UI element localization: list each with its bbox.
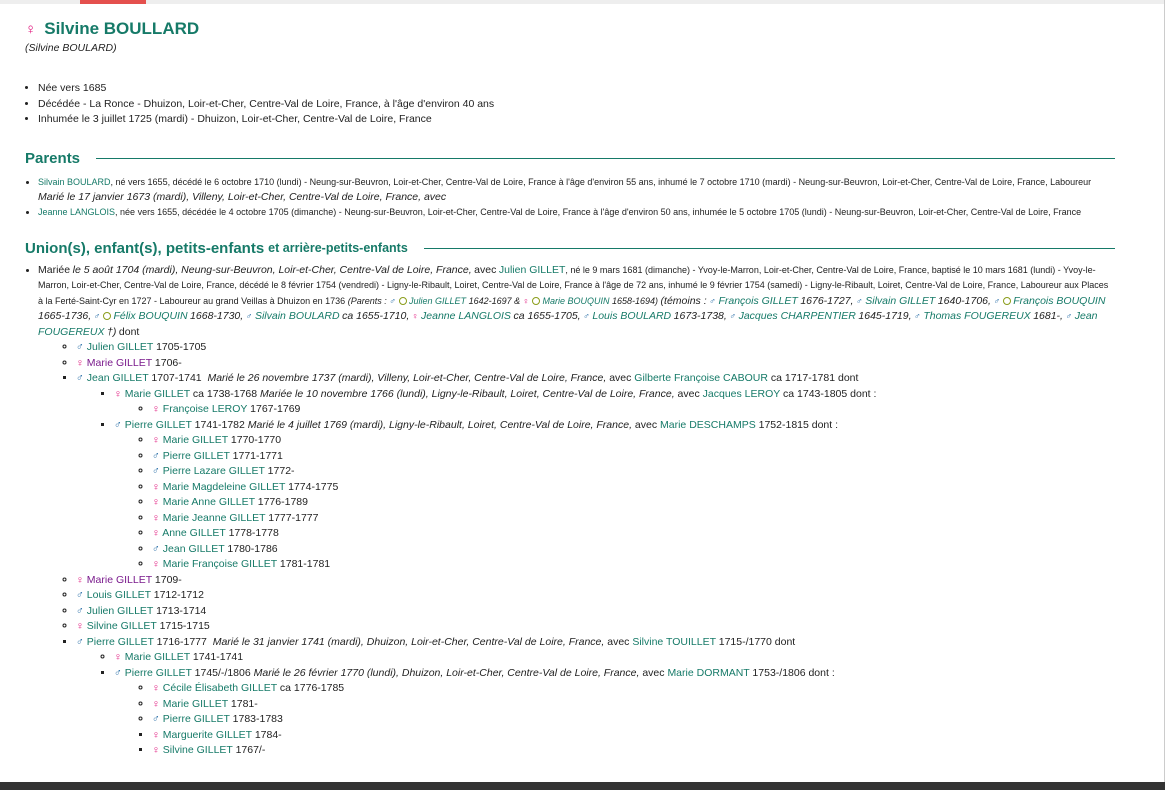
female-icon: ♀ — [76, 573, 84, 586]
male-icon: ♂ — [114, 418, 122, 431]
child-dates: 1709- — [154, 573, 182, 586]
child-link[interactable]: Marie GILLET — [86, 573, 152, 586]
child-link[interactable]: Françoise LEROY — [162, 403, 248, 415]
female-icon: ♀ — [152, 496, 160, 508]
father-info: , né vers 1655, décédé le 6 octobre 1710 (lundi) - Neung-sur-Beuvron, Loir-et-Cher, Centre-Val de Loire, France à l'âge d'environ 55 ans, inhumé le 7 octobre 1710 (mardi) - Neung-sur-Beuvron, Loir-et-Cher, Centre-Val de Loire, France, Laboureur — [110, 176, 1092, 187]
female-icon: ♀ — [152, 434, 160, 446]
heading-rule — [424, 248, 1115, 249]
witness-link[interactable]: Silvain GILLET — [865, 294, 936, 307]
spouse-father-dates: 1642-1697 — [468, 295, 512, 306]
child-link[interactable]: Silvine GILLET — [86, 620, 157, 632]
child-dates: 1777-1777 — [268, 511, 319, 524]
witness-dates: 1665-1736, — [38, 310, 92, 322]
mother-item — [38, 205, 1115, 220]
list-item — [76, 340, 1115, 356]
witness-link[interactable]: Jeanne LANGLOIS — [421, 310, 511, 322]
female-icon: ♀ — [152, 511, 160, 524]
witness-dates: ca 1655-1710, — [342, 310, 410, 322]
male-icon: ♂ — [729, 311, 737, 321]
page-content — [25, 14, 1115, 759]
union-heading — [25, 240, 1115, 257]
female-icon: ♀ — [25, 20, 37, 38]
list-item — [76, 356, 1115, 372]
female-icon: ♀ — [152, 480, 160, 493]
child-dates: 1745/-/1806 — [194, 666, 251, 679]
parents-heading-text: Parents — [25, 149, 81, 167]
child-link[interactable]: Pierre GILLET — [162, 713, 230, 725]
child-dates: 1783-1783 — [232, 713, 283, 725]
child-link[interactable]: Silvine GILLET — [162, 744, 233, 756]
parents-list — [25, 175, 1115, 220]
child-dates: 1771-1771 — [232, 449, 283, 462]
child-marriage: Mariée le 10 novembre 1766 (lundi), Ligny-le-Ribault, Loiret, Centre-Val de Loire, France, — [260, 387, 675, 400]
amp: & — [514, 295, 521, 306]
child-dates: 1772- — [267, 465, 295, 477]
child-spouse-dates: 1752-1815 dont : — [758, 418, 839, 431]
child-link[interactable]: Julien GILLET — [86, 604, 154, 617]
bottom-bar — [0, 782, 1165, 790]
spouse-info: , né le 9 mars 1681 (dimanche) - Yvoy-le-Marron, Loir-et-Cher, Centre-Val de Loire, France, baptisé le 10 mars 1681 (lundi) - Yvoy-le-Marron, Loir-et-Cher, Centre-Val de Loire, France, décédé le 8 février 1754 (vendredi) - Ligny-le-Ribault, Loiret, Centre-Val de Loire, France à l'âge de 72 ans, inhumé le 9 février 1754 (samedi) - Ligny-le-Ribault, Loiret, Centre-Val de Loire, France, Laboureur aux Places à la Ferté-Saint-Cyr en 1727 - Laboureur au grand Veillas à Dhuizon en 1736 — [38, 264, 1109, 306]
child-dates: 1741-1782 — [194, 418, 245, 431]
witness-link[interactable]: Jacques CHARPENTIER — [738, 310, 856, 322]
male-icon: ♂ — [76, 604, 84, 617]
child-spouse-dates: ca 1743-1805 dont : — [783, 387, 877, 400]
child-avec: avec — [607, 635, 630, 648]
list-item — [152, 712, 1115, 728]
male-icon: ♂ — [76, 372, 84, 384]
child-link[interactable]: Marie GILLET — [86, 356, 152, 369]
child-dates: 1780-1786 — [227, 542, 278, 555]
child-link[interactable]: Louis GILLET — [86, 589, 151, 601]
male-icon: ♂ — [389, 295, 396, 306]
child-link[interactable]: Pierre GILLET — [162, 449, 230, 462]
female-icon: ♀ — [152, 527, 160, 539]
male-icon: ♂ — [114, 666, 122, 679]
witness-dates: 1640-1706, — [937, 294, 991, 307]
witness-link[interactable]: Jean FOUGEREUX — [38, 310, 1098, 338]
witness-label: (témoins : — [660, 294, 707, 307]
union-date: le 5 août 1704 (mardi), Neung-sur-Beuvron, Loir-et-Cher, Centre-Val de Loire, France, — [72, 263, 472, 276]
grandchildren-list — [76, 387, 1115, 573]
witness-link[interactable]: Thomas FOUGEREUX — [923, 310, 1031, 322]
female-icon: ♀ — [152, 682, 160, 694]
child-dates: 1705-1705 — [156, 341, 207, 353]
child-link[interactable]: Marie Jeanne GILLET — [162, 511, 266, 524]
child-marriage: Marié le 26 novembre 1737 (mardi), Villeny, Loir-et-Cher, Centre-Val de Loire, France, — [207, 372, 607, 384]
list-item — [114, 418, 1115, 573]
top-accent-bar — [80, 0, 146, 4]
male-icon: ♂ — [76, 341, 84, 353]
child-dates: 1778-1778 — [228, 527, 279, 539]
female-icon: ♀ — [76, 620, 84, 632]
list-item — [76, 635, 1115, 759]
male-icon: ♂ — [93, 311, 101, 321]
witness-dates: 1645-1719, — [858, 310, 912, 322]
child-dates: 1770-1770 — [230, 434, 282, 446]
list-item — [152, 433, 1115, 449]
list-item — [152, 697, 1115, 713]
witness-dates: †) — [107, 325, 117, 338]
list-item — [152, 464, 1115, 480]
child-dates: ca 1776-1785 — [279, 682, 345, 694]
female-icon: ♀ — [76, 356, 84, 369]
female-icon: ♀ — [114, 651, 122, 663]
union-married: Mariée — [38, 263, 71, 276]
child-link[interactable]: Jean GILLET — [86, 372, 149, 384]
male-icon: ♂ — [914, 311, 921, 321]
male-icon: ♂ — [1065, 311, 1073, 321]
list-item — [152, 449, 1115, 465]
witness-link[interactable]: Louis BOULARD — [592, 310, 672, 322]
female-icon: ♀ — [114, 387, 122, 400]
female-icon: ♀ — [152, 697, 160, 710]
female-icon: ♀ — [411, 311, 419, 321]
male-icon: ♂ — [152, 542, 160, 555]
spouse-mother-link[interactable]: Marie BOUQUIN — [542, 295, 610, 306]
mother-info: , née vers 1655, décédée le 4 octobre 1705 (dimanche) - Neung-sur-Beuvron, Loir-et-Cher, Centre-Val de Loire, France à l'âge d'environ 50 ans, inhumée le 5 octobre 1705 (lundi) - Neung-sur-Beuvron, Loir-et-Cher, Centre-Val de Loire, France — [115, 206, 1082, 217]
list-item — [152, 495, 1115, 511]
union-list — [25, 263, 1115, 759]
birth-item: • Née vers 1685 — [38, 81, 1115, 97]
male-icon: ♂ — [76, 635, 84, 648]
child-dates: 1781- — [230, 697, 258, 710]
child-avec: avec — [642, 666, 665, 679]
child-dates: 1713-1714 — [156, 604, 207, 617]
child-marriage: Marié le 4 juillet 1769 (mardi), Ligny-le-Ribault, Loiret, Centre-Val de Loire, France, — [247, 418, 632, 431]
top-bar — [0, 0, 1165, 4]
list-item — [76, 588, 1115, 604]
mother-link[interactable]: Jeanne LANGLOIS — [38, 206, 116, 217]
great-grandchildren-list — [114, 433, 1115, 573]
male-icon: ♂ — [855, 295, 863, 306]
list-item — [76, 604, 1115, 620]
list-item — [152, 681, 1115, 697]
baptism-icon — [103, 312, 111, 320]
children-list — [38, 340, 1115, 759]
witness-link[interactable]: Félix BOUQUIN — [113, 310, 188, 322]
list-item — [152, 728, 1115, 744]
union-heading-text: Union(s), enfant(s), petits-enfants — [25, 239, 265, 257]
union-heading-small: et arrière-petits-enfants — [268, 241, 408, 255]
child-spouse-dates: 1753-/1806 dont : — [752, 666, 835, 679]
list-item — [152, 480, 1115, 496]
child-marriage: Marié le 26 février 1770 (lundi), Dhuizon, Loir-et-Cher, Centre-Val de Loire, France, — [253, 666, 640, 679]
union-dont: dont — [118, 325, 140, 338]
union-avec: avec — [474, 263, 497, 276]
male-icon: ♂ — [76, 589, 84, 601]
list-item — [152, 557, 1115, 573]
page-title — [25, 19, 1115, 39]
list-item — [114, 650, 1115, 666]
child-link[interactable]: Pierre Lazare GILLET — [162, 465, 265, 477]
baptism-icon — [399, 297, 407, 305]
child-dates: 1712-1712 — [153, 589, 204, 601]
list-item — [152, 526, 1115, 542]
list-item — [152, 511, 1115, 527]
child-dates: 1776-1789 — [257, 496, 308, 508]
child-link[interactable]: Cécile Élisabeth GILLET — [162, 682, 277, 694]
male-icon: ♂ — [993, 295, 1001, 306]
list-item — [114, 666, 1115, 759]
child-link[interactable]: Pierre GILLET — [86, 635, 154, 648]
child-link[interactable]: Marie GILLET — [124, 387, 190, 400]
child-spouse-dates: ca 1717-1781 dont — [770, 372, 859, 384]
child-spouse-link[interactable]: Marie DORMANT — [667, 666, 750, 679]
male-icon: ♂ — [152, 713, 160, 725]
witness-dates: 1681-, — [1033, 310, 1063, 322]
child-dates: 1781-1781 — [279, 558, 331, 570]
list-item — [152, 402, 1115, 418]
child-link[interactable]: Pierre GILLET — [124, 666, 192, 679]
child-link[interactable]: Marie GILLET — [162, 697, 228, 710]
male-icon: ♂ — [583, 311, 590, 321]
child-link[interactable]: Anne GILLET — [162, 527, 226, 539]
list-item — [152, 743, 1115, 759]
witness-link[interactable]: François BOUQUIN — [1013, 294, 1106, 307]
witness-dates: 1676-1727, — [800, 294, 854, 307]
child-spouse-link[interactable]: Jacques LEROY — [702, 387, 781, 400]
female-icon: ♀ — [152, 744, 160, 756]
spouse-link[interactable]: Julien GILLET — [498, 263, 566, 276]
baptism-icon — [532, 297, 540, 305]
child-link[interactable]: Marguerite GILLET — [162, 728, 252, 741]
baptism-icon — [1003, 297, 1011, 305]
child-link[interactable]: Marie GILLET — [162, 434, 228, 446]
parents-heading — [25, 150, 1115, 167]
child-link[interactable]: Pierre GILLET — [124, 418, 192, 431]
list-item — [152, 542, 1115, 558]
child-dates: 1774-1775 — [288, 480, 339, 493]
child-link[interactable]: Marie Anne GILLET — [162, 496, 255, 508]
child-marriage: Marié le 31 janvier 1741 (mardi), Dhuizon, Loir-et-Cher, Centre-Val de Loire, France, — [212, 635, 605, 648]
person-name: Silvine BOULLARD — [44, 19, 200, 38]
witness-link[interactable]: Silvain BOULARD — [254, 310, 340, 322]
grandchildren-list — [76, 650, 1115, 759]
list-item — [114, 387, 1115, 418]
witness-dates: 1668-1730, — [190, 310, 244, 322]
child-avec: avec — [634, 418, 658, 431]
child-dates: 1707-1741 — [151, 372, 202, 384]
parents-marriage: Marié le 17 janvier 1673 (mardi), Villeny, Loir-et-Cher, Centre-Val de Loire, France, avec — [38, 190, 447, 203]
child-link[interactable]: Marie Magdeleine GILLET — [162, 480, 286, 493]
child-dates: 1741-1741 — [192, 651, 244, 663]
child-dates: ca 1738-1768 — [192, 387, 258, 400]
child-dates: 1784- — [254, 728, 282, 741]
child-link[interactable]: Jean GILLET — [162, 542, 225, 555]
child-dates: 1715-1715 — [159, 620, 210, 632]
female-icon: ♀ — [522, 295, 530, 306]
child-spouse-link[interactable]: Gilberte Françoise CABOUR — [634, 372, 768, 384]
burial-item: • Inhumée le 3 juillet 1725 (mardi) - Dhuizon, Loir-et-Cher, Centre-Val de Loire, France — [38, 112, 1115, 128]
spouse-father-link[interactable]: Julien GILLET — [409, 295, 467, 306]
witness-link[interactable]: François GILLET — [718, 294, 798, 307]
witness-dates: 1673-1738, — [673, 310, 727, 322]
union-item — [38, 263, 1115, 759]
female-icon: ♀ — [152, 403, 160, 415]
great-grandchildren-list — [114, 402, 1115, 418]
child-dates: 1767-1769 — [250, 403, 301, 415]
child-dates: 1706- — [154, 356, 182, 369]
spouse-parents-label: (Parents : — [347, 295, 387, 306]
male-icon: ♂ — [152, 449, 160, 462]
vital-list — [25, 81, 1115, 128]
spouse-mother-dates: 1658-1694) — [611, 295, 659, 306]
child-spouse-dates: 1715-/1770 dont — [718, 635, 796, 648]
heading-rule — [96, 158, 1115, 159]
father-link[interactable]: Silvain BOULARD — [38, 176, 111, 187]
child-avec: avec — [677, 387, 700, 400]
child-spouse-link[interactable]: Marie DESCHAMPS — [660, 418, 756, 431]
child-link[interactable]: Julien GILLET — [86, 341, 154, 353]
child-link[interactable]: Marie Françoise GILLET — [162, 558, 277, 570]
child-dates: 1716-1777 — [156, 635, 207, 648]
female-icon: ♀ — [152, 728, 160, 741]
child-avec: avec — [609, 372, 632, 384]
father-item — [38, 175, 1115, 205]
list-item — [76, 573, 1115, 589]
child-dates: 1767/- — [235, 744, 266, 756]
male-icon: ♂ — [152, 465, 160, 477]
witness-dates: ca 1655-1705, — [513, 310, 581, 322]
death-item: • Décédée - La Ronce - Dhuizon, Loir-et-Cher, Centre-Val de Loire, France, à l'âge d'environ 40 ans — [38, 97, 1115, 113]
male-icon: ♂ — [245, 311, 253, 321]
child-spouse-link[interactable]: Silvine TOUILLET — [632, 635, 716, 648]
male-icon: ♂ — [709, 295, 716, 306]
female-icon: ♀ — [152, 558, 160, 570]
child-link[interactable]: Marie GILLET — [124, 651, 190, 663]
alt-name: (Silvine BOULARD) — [25, 42, 117, 54]
great-grandchildren-list — [114, 681, 1115, 759]
list-item — [76, 371, 1115, 573]
list-item — [76, 619, 1115, 635]
